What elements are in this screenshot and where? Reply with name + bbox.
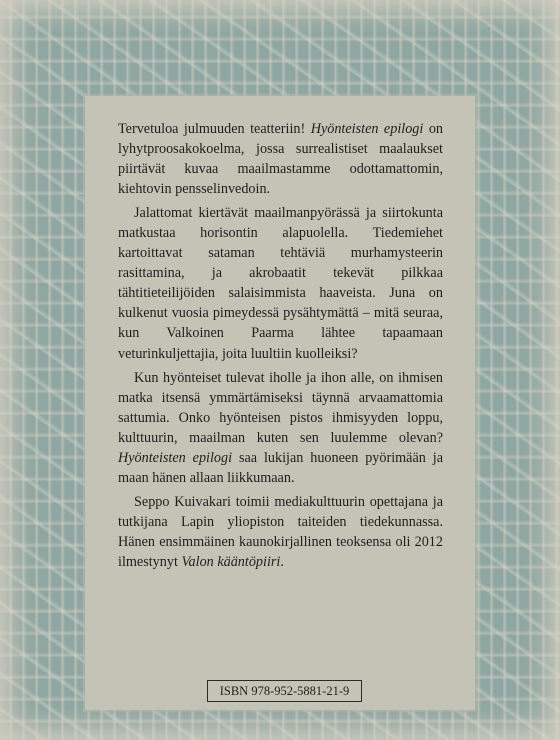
p3-part-1: Kun hyönteiset tulevat iholle ja ihon alle, on ihmisen matka itsensä ymmärtämiseksi täynnä arvaamattomia sattumia. Onko hyönteisen pistos ihmisyyden loppu, kulttuurin, maailman kuten sen luulemme olevan?: [118, 369, 443, 446]
p4-part-1: Seppo Kuivakari toimii mediakulttuurin opettajana ja tutkijana Lapin yliopiston taiteiden tiedekunnassa. Hänen ensimmäinen kaunokirjallinen teoksensa oli 2012 ilmestynyt: [118, 493, 443, 570]
p2-part-1: Jalattomat kiertävät maailmanpyörässä ja siirtokunta matkustaa horisontin alapuolella. Tiedemiehet kartoittavat sataman tehtäviä murhamysteerin rasittamina, ja akrobaatit tekevät pilkkaa tähtitieteilijöiden salaisimmista haaveista. Juna on kulkenut vuosia pimeydessä pysähtymättä – mitä seuraa, kun Valkoinen Paarma lähtee tapaamaan veturinkuljettajia, joita luultiin kuolleiksi?: [118, 205, 443, 362]
p3-part-3: saa lukijan huoneen pyörimään ja maan hänen allaan liikkumaan.: [118, 449, 443, 486]
p4-title-italic: Valon kääntöpiiri: [181, 553, 281, 570]
paragraph-3: [118, 368, 443, 488]
p3-title-italic: Hyönteisten epilogi: [118, 449, 233, 466]
blurb-text: [118, 119, 443, 576]
paragraph-1: [118, 119, 443, 199]
paragraph-4-author-bio: [118, 492, 443, 572]
isbn-text: ISBN 978-952-5881-21-9: [219, 683, 350, 698]
p1-part-3: on lyhytproosakokoelma, jossa surrealistiset maalaukset piirtävät kuvaa maailmastamme odottamattomin, kiehtovin pensselinvedoin.: [118, 121, 443, 198]
p4-part-3: .: [280, 553, 284, 570]
p1-title-italic: Hyönteisten epilogi: [310, 121, 424, 137]
paragraph-2: [118, 203, 443, 363]
isbn-box: [207, 680, 362, 702]
p1-part-1: Tervetuloa julmuuden teatteriin!: [118, 121, 311, 137]
